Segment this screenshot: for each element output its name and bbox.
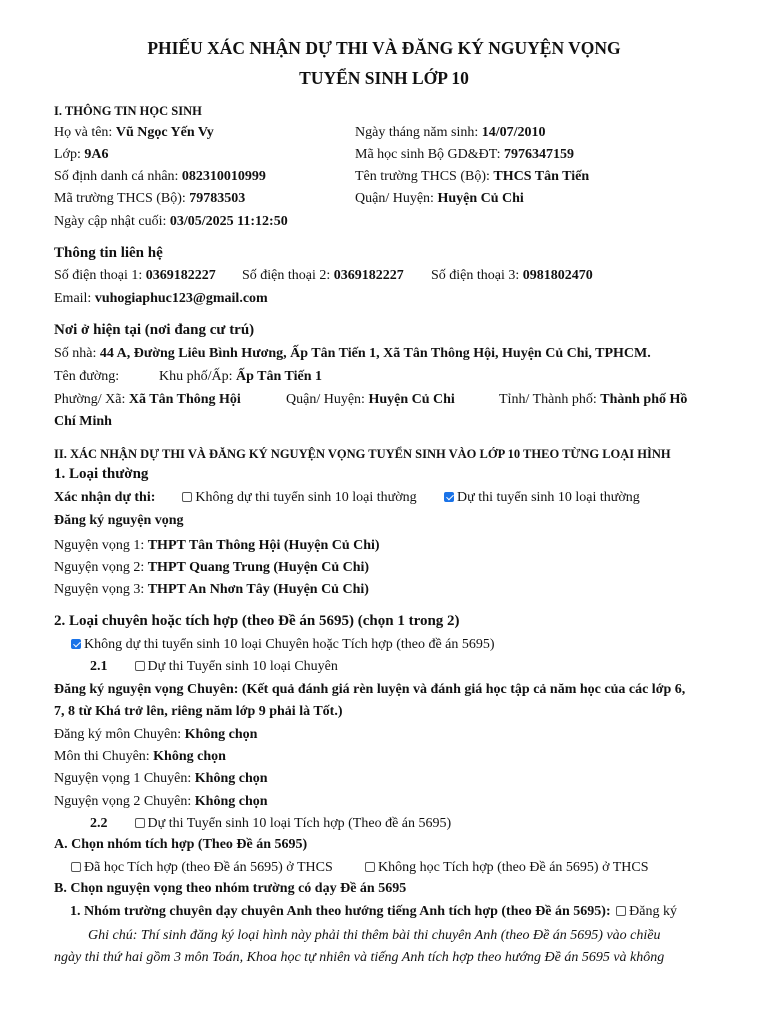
student-dob: 14/07/2010 [481,125,546,140]
regular-wish3-row: Nguyện vọng 3: THPT An Nhơn Tây (Huyện Củ Chi) [54,582,369,597]
contact-phone1: 0369182227 [145,268,216,283]
regular-no-label: Không dự thi tuyển sinh 10 loại thường [195,490,417,505]
group-b-item1-row [70,903,677,921]
regular-wish3: THPT An Nhơn Tây (Huyện Củ Chi) [147,582,369,597]
specialized-reg-heading-2: 7, 8 từ Khá trở lên, riêng năm lớp 9 phải là Tốt.) [54,704,343,719]
note-line1: Ghi chú: Thí sinh đăng ký loại hình này phải thi thêm bài thi chuyên Anh (theo Đề án 5695) vào chiều [88,928,661,943]
residence-district-row: Quận/ Huyện: Huyện Củ Chi [286,392,455,407]
residence-hamlet: Ấp Tân Tiến 1 [236,369,322,384]
student-personal-id-row: Số định danh cá nhân: 082310010999 [54,169,266,184]
specialized-heading: 2. Loại chuyên hoặc tích hợp (theo Đề án 5695) (chọn 1 trong 2) [54,613,460,629]
group-a-opt2-label: Không học Tích hợp (theo Đề án 5695) ở THCS [378,860,649,875]
regular-wish1-row: Nguyện vọng 1: THPT Tân Thông Hội (Huyện Củ Chi) [54,538,380,553]
group-b-item1-label: 1. Nhóm trường chuyên dạy chuyên Anh theo hướng tiếng Anh tích hợp (theo Đề án 5695): [70,904,611,919]
student-class-row: Lớp: 9A6 [54,147,109,162]
residence-city: Thành phố Hồ [600,392,688,407]
note-line2: ngày thi thứ hai gồm 3 môn Toán, Khoa học tự nhiên và tiếng Anh tích hợp theo hướng Đề án 5695 và không [54,950,665,965]
specialized-21-checkbox[interactable] [135,661,145,671]
specialized-22-checkbox[interactable] [135,818,145,828]
student-name: Vũ Ngọc Yến Vy [115,125,214,140]
regular-wish-heading: Đăng ký nguyện vọng [54,513,184,528]
contact-heading: Thông tin liên hệ [54,245,163,261]
specialized-none-row [69,636,495,654]
regular-confirm-label: Xác nhận dự thi: [54,490,156,505]
residence-city-cont: Chí Minh [54,414,112,429]
regular-confirm-row [54,489,417,507]
student-moet-id-row: Mã học sinh Bộ GD&ĐT: 7976347159 [355,147,575,162]
regular-no-checkbox[interactable] [182,492,192,502]
regular-wish1: THPT Tân Thông Hội (Huyện Củ Chi) [147,538,380,553]
student-dob-row: Ngày tháng năm sinh: 14/07/2010 [355,125,546,140]
residence-ward: Xã Tân Thông Hội [128,392,241,407]
group-a-heading: A. Chọn nhóm tích hợp (Theo Đề án 5695) [54,837,308,852]
section-student-heading: I. THÔNG TIN HỌC SINH [54,104,202,118]
student-moet-id: 7976347159 [504,147,575,162]
residence-house: 44 A, Đường Liêu Bình Hương, Ấp Tân Tiến 1, Xã Tân Thông Hội, Huyện Củ Chi, TPHCM. [99,346,651,361]
regular-yes-label: Dự thi tuyển sinh 10 loại thường [457,490,640,505]
regular-yes-row [442,489,640,507]
group-b-item1-checkbox[interactable] [616,906,626,916]
specialized-none-label: Không dự thi tuyển sinh 10 loại Chuyên hoặc Tích hợp (theo đề án 5695) [84,637,495,652]
student-class: 9A6 [84,147,109,162]
group-b-item1-opt: Đăng ký [629,904,677,919]
residence-street-label: Tên đường: [54,369,120,384]
student-district: Huyện Củ Chi [437,191,524,206]
specialized-22-label: Dự thi Tuyển sinh 10 loại Tích hợp (Theo đề án 5695) [147,816,452,831]
group-a-opt2-checkbox[interactable] [365,862,375,872]
contact-phone2-row: Số điện thoại 2: 0369182227 [242,268,404,283]
regular-heading: 1. Loại thường [54,466,149,482]
contact-phone3-row: Số điện thoại 3: 0981802470 [431,268,593,283]
contact-email-row: Email: vuhogiaphuc123@gmail.com [54,291,268,306]
specialized-21-row: 2.1 Dự thi Tuyển sinh 10 loại Chuyên [90,659,338,674]
specialized-exam-row: Môn thi Chuyên: Không chọn [54,749,226,764]
residence-city-row: Tỉnh/ Thành phố: Thành phố Hồ [499,392,688,407]
group-a-opt1-checkbox[interactable] [71,862,81,872]
specialized-reg-heading-1: Đăng ký nguyện vọng Chuyên: (Kết quả đánh giá rèn luyện và đánh giá học tập cả năm học của các lớp 6, [54,682,686,697]
specialized-22-row: 2.2 Dự thi Tuyển sinh 10 loại Tích hợp (Theo đề án 5695) [90,816,452,831]
form-title-line1: PHIẾU XÁC NHẬN DỰ THI VÀ ĐĂNG KÝ NGUYỆN VỌNG [147,38,621,58]
student-district-row: Quận/ Huyện: Huyện Củ Chi [355,191,524,206]
residence-ward-row: Phường/ Xã: Xã Tân Thông Hội [54,392,241,407]
student-personal-id: 082310010999 [181,169,266,184]
contact-phone2: 0369182227 [333,268,404,283]
student-school-name-row: Tên trường THCS (Bộ): THCS Tân Tiến [355,169,590,184]
group-a-opt2-row [363,859,649,877]
specialized-subject: Không chọn [184,727,258,742]
specialized-wish2: Không chọn [194,794,268,809]
specialized-wish1-row: Nguyện vọng 1 Chuyên: Không chọn [54,771,268,786]
group-b-heading: B. Chọn nguyện vọng theo nhóm trường có dạy Đề án 5695 [54,881,407,896]
specialized-wish2-row: Nguyện vọng 2 Chuyên: Không chọn [54,794,268,809]
group-a-opt1-label: Đã học Tích hợp (theo Đề án 5695) ở THCS [84,860,333,875]
student-updated: 03/05/2025 11:12:50 [169,214,288,229]
regular-wish2: THPT Quang Trung (Huyện Củ Chi) [147,560,370,575]
residence-house-row: Số nhà: 44 A, Đường Liêu Bình Hương, Ấp Tân Tiến 1, Xã Tân Thông Hội, Huyện Củ Chi, TPHCM. [54,346,651,361]
residence-heading: Nơi ở hiện tại (nơi đang cư trú) [54,322,255,338]
specialized-21-label: Dự thi Tuyển sinh 10 loại Chuyên [147,659,338,674]
residence-hamlet-row: Khu phố/Ấp: Ấp Tân Tiến 1 [159,369,322,384]
specialized-subject-row: Đăng ký môn Chuyên: Không chọn [54,727,258,742]
student-updated-row: Ngày cập nhật cuối: 03/05/2025 11:12:50 [54,214,288,229]
residence-district: Huyện Củ Chi [368,392,455,407]
specialized-exam: Không chọn [153,749,226,764]
student-school-code-row: Mã trường THCS (Bộ): 79783503 [54,191,246,206]
contact-email: vuhogiaphuc123@gmail.com [94,291,268,306]
student-school-name: THCS Tân Tiến [493,169,590,184]
regular-wish2-row: Nguyện vọng 2: THPT Quang Trung (Huyện Củ Chi) [54,560,370,575]
contact-phone1-row: Số điện thoại 1: 0369182227 [54,268,216,283]
group-a-opt1-row [69,859,333,877]
contact-phone3: 0981802470 [522,268,593,283]
specialized-none-checkbox[interactable] [71,639,81,649]
student-school-code: 79783503 [189,191,246,206]
regular-yes-checkbox[interactable] [444,492,454,502]
form-title-line2: TUYỂN SINH LỚP 10 [299,68,469,88]
student-name-row: Họ và tên: Vũ Ngọc Yến Vy [54,125,214,140]
section-registration-heading: II. XÁC NHẬN DỰ THI VÀ ĐĂNG KÝ NGUYỆN VỌNG TUYỂN SINH VÀO LỚP 10 THEO TỪNG LOẠI HÌNH [54,447,671,461]
specialized-wish1: Không chọn [194,771,268,786]
